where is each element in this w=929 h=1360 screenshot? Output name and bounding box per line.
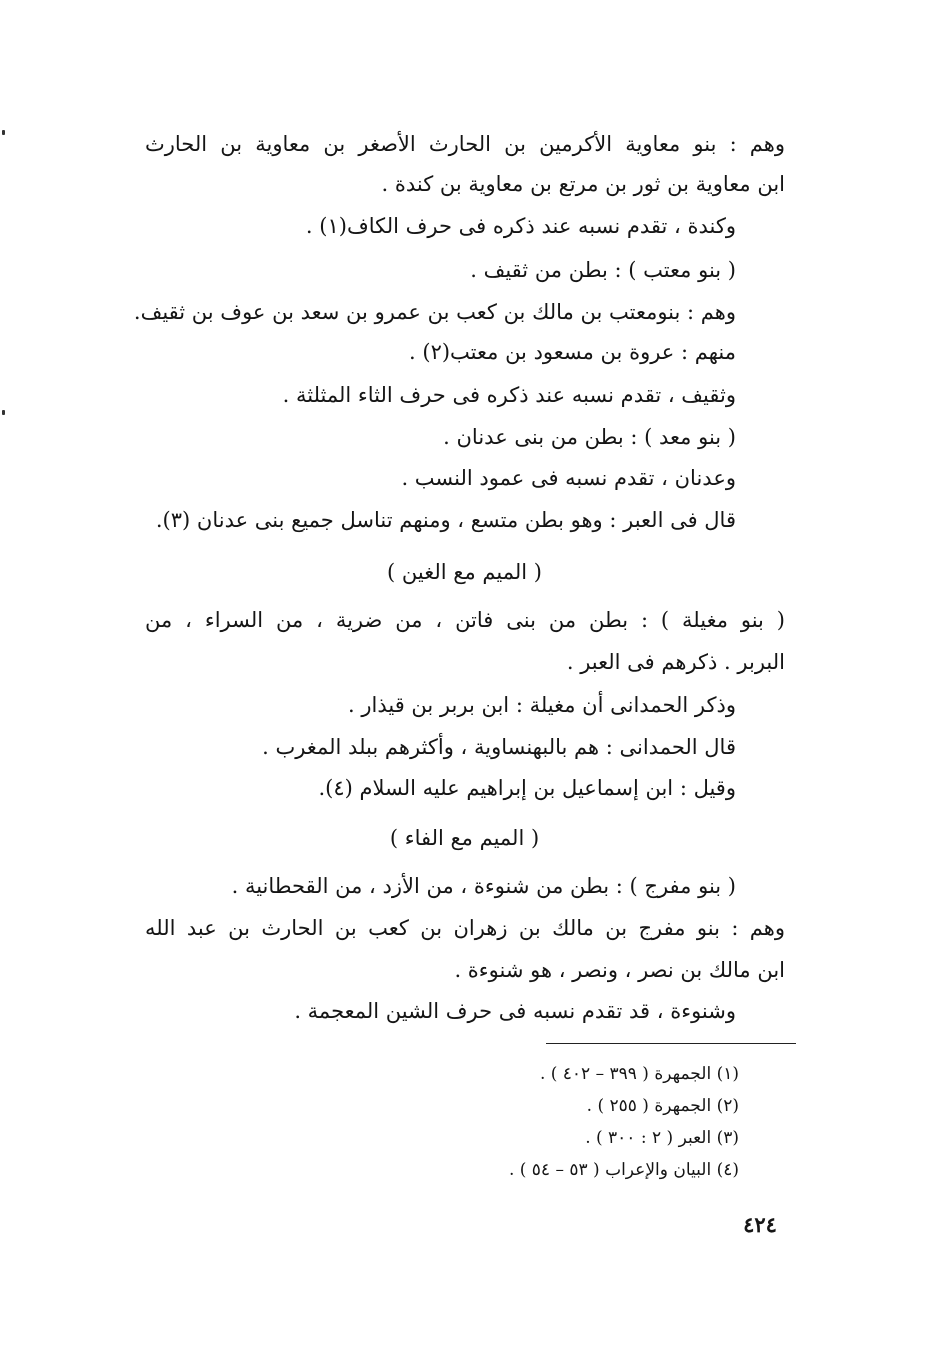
scan-mark	[2, 130, 5, 135]
entry-heading-bnu-mughayla: ( بنو مغيلة ) : بطن من بنى فاتن ، من ضرية ، من السراء ، من	[145, 608, 785, 632]
text-line-19: وهم : بنو مفرج بن مالك بن زهران بن كعب بن الحارث بن عبد الله	[145, 916, 785, 940]
section-heading-meem-fa: ( الميم مع الفاء )	[389, 826, 540, 850]
text-line-14: وذكر الحمدانى أن مغيلة : ابن بربر بن قيذار .	[348, 693, 736, 717]
scan-mark	[2, 410, 5, 415]
text-line-2: ابن معاوية بن ثور بن مرتع بن معاوية بن كندة .	[381, 172, 785, 196]
text-line-13: البربر . ذكرهم فى العبر .	[566, 650, 785, 674]
footnote-3: (٣) العبر ( ٢ : ٣٠٠ ) .	[585, 1128, 739, 1148]
footnote-1: (١) الجمهرة ( ٣٩٩ – ٤٠٢ ) .	[539, 1064, 739, 1084]
entry-heading-bnu-mufarrij: ( بنو مفرج ) : بطن من شنوءة ، من الأزد ، من القحطانية .	[231, 874, 736, 898]
section-heading-meem-ghayn: ( الميم مع الغين )	[387, 560, 542, 584]
entry-heading-bnu-muattib: ( بنو معتب ) : بطن من ثقيف .	[470, 258, 736, 282]
text-line-10: قال فى العبر : وهو بطن متسع ، ومنهم تناسل جميع بنى عدنان (٣).	[155, 508, 736, 532]
text-line-5: وهم : بنومعتب بن مالك بن كعب بن عمرو بن سعد بن عوف بن ثقيف.	[133, 300, 736, 324]
entry-heading-bnu-maad: ( بنو معد ) : بطن من بنى عدنان .	[443, 425, 736, 449]
text-line-1: وهم : بنو معاوية الأكرمين بن الحارث الأصغر بن معاوية بن الحارث	[145, 132, 785, 156]
footnote-2: (٢) الجمهرة ( ٢٥٥ ) .	[586, 1096, 739, 1116]
text-line-9: وعدنان ، تقدم نسبه فى عمود النسب .	[401, 466, 736, 490]
text-line-7: وثقيف ، تقدم نسبه عند ذكره فى حرف الثاء المثلثة .	[282, 383, 736, 407]
text-line-20: ابن مالك بن نصر ، ونصر ، هو شنوءة .	[454, 958, 785, 982]
text-line-16: وقيل : ابن إسماعيل بن إبراهيم عليه السلام (٤).	[318, 776, 736, 800]
text-line-21: وشنوءة ، قد تقدم نسبه فى حرف الشين المعجمة .	[294, 999, 736, 1023]
footnote-4: (٤) البيان والإعراب ( ٥٣ – ٥٤ ) .	[508, 1160, 739, 1180]
text-line-6: منهم : عروة بن مسعود بن معتب(٢) .	[409, 340, 736, 364]
footnote-divider	[546, 1043, 796, 1044]
page-number: ٤٢٤	[743, 1212, 777, 1237]
text-line-15: قال الحمدانى : هم بالبهنساوية ، وأكثرهم ببلد المغرب .	[262, 735, 736, 759]
text-line-3: وكندة ، تقدم نسبه عند ذكره فى حرف الكاف(١) .	[305, 214, 736, 238]
